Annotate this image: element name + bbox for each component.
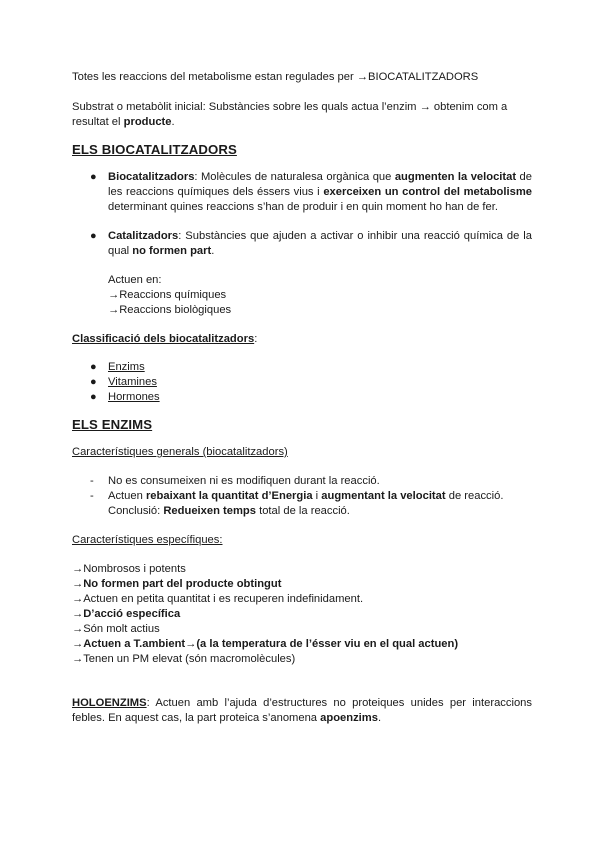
specific-item: →No formen part del producte obtingut <box>72 578 282 590</box>
specific-heading: Característiques específiques: <box>72 534 223 546</box>
list-item <box>72 375 532 390</box>
document-page <box>72 70 532 726</box>
bullet-dot-icon: ● <box>90 391 97 403</box>
classificacio-list <box>72 360 532 405</box>
list-item: - Actuen rebaixant la quantitat d’Energia i augmentant la velocitat de reacció. <box>90 490 504 502</box>
link-enzims[interactable]: Enzims <box>108 361 145 373</box>
list-item-biocatalitzadors: ● Biocatalitzadors: Molècules de naturalesa orgànica que augmenten la velocitat de les reaccions químiques dels éssers vius i exerceixen un control del metabolisme determinant quines reaccions s’han de produir i en quin moment ho han de fer. <box>90 171 532 213</box>
conclusio-line: Conclusió: Redueixen temps total de la reacció. <box>108 505 350 517</box>
list-item <box>72 390 532 405</box>
classificacio-heading: Classificació dels biocatalitzadors: <box>72 333 258 345</box>
bullet-dot-icon: ● <box>90 171 97 183</box>
specific-list <box>72 562 532 667</box>
dash-icon: - <box>90 490 94 502</box>
section-title-enzims: ELS ENZIMS <box>72 417 153 432</box>
specific-item: →Tenen un PM elevat (són macromolècules) <box>72 653 296 665</box>
specific-item: →Nombrosos i potents <box>72 563 186 575</box>
specific-item: →Actuen en petita quantitat i es recuperen indefinidament. <box>72 593 364 605</box>
list-item: - No es consumeixen ni es modifiquen durant la reacció. <box>90 475 380 487</box>
list-item <box>72 360 532 375</box>
specific-item: →Actuen a T.ambient→(a la temperatura de l’ésser viu en el qual actuen) <box>72 638 459 650</box>
general-heading: Característiques generals (biocatalitzadors) <box>72 446 288 458</box>
intro-line: Totes les reaccions del metabolisme estan regulades per →BIOCATALITZADORS <box>72 71 479 83</box>
actuen-item: →Reaccions biològiques <box>108 304 232 316</box>
actuen-item: →Reaccions químiques <box>108 289 227 301</box>
specific-item: →D’acció específica <box>72 608 181 620</box>
specific-item: →Són molt actius <box>72 623 160 635</box>
list-item-catalitzadors: ● Catalitzadors: Substàncies que ajuden a activar o inhibir una reacció química de la qual no formen part. <box>90 230 532 257</box>
actuen-block <box>72 273 532 318</box>
link-hormones[interactable]: Hormones <box>108 391 160 403</box>
holoenzims-paragraph: HOLOENZIMS: Actuen amb l’ajuda d’estructures no proteiques unides per interaccions febles. En aquest cas, la part proteica s’anomena apoenzims. <box>72 697 532 724</box>
bullet-dot-icon: ● <box>90 230 97 242</box>
link-vitamines[interactable]: Vitamines <box>108 376 157 388</box>
dash-icon: - <box>90 475 94 487</box>
section-title-biocatalitzadors: ELS BIOCATALITZADORS <box>72 142 237 157</box>
bullet-dot-icon: ● <box>90 361 97 373</box>
general-list <box>72 474 532 519</box>
substrat-paragraph: Substrat o metabòlit inicial: Substàncies sobre les quals actua l’enzim → obtenim com a resultat el producte. <box>72 101 508 128</box>
bullet-dot-icon: ● <box>90 376 97 388</box>
actuen-label: Actuen en: <box>108 274 162 286</box>
